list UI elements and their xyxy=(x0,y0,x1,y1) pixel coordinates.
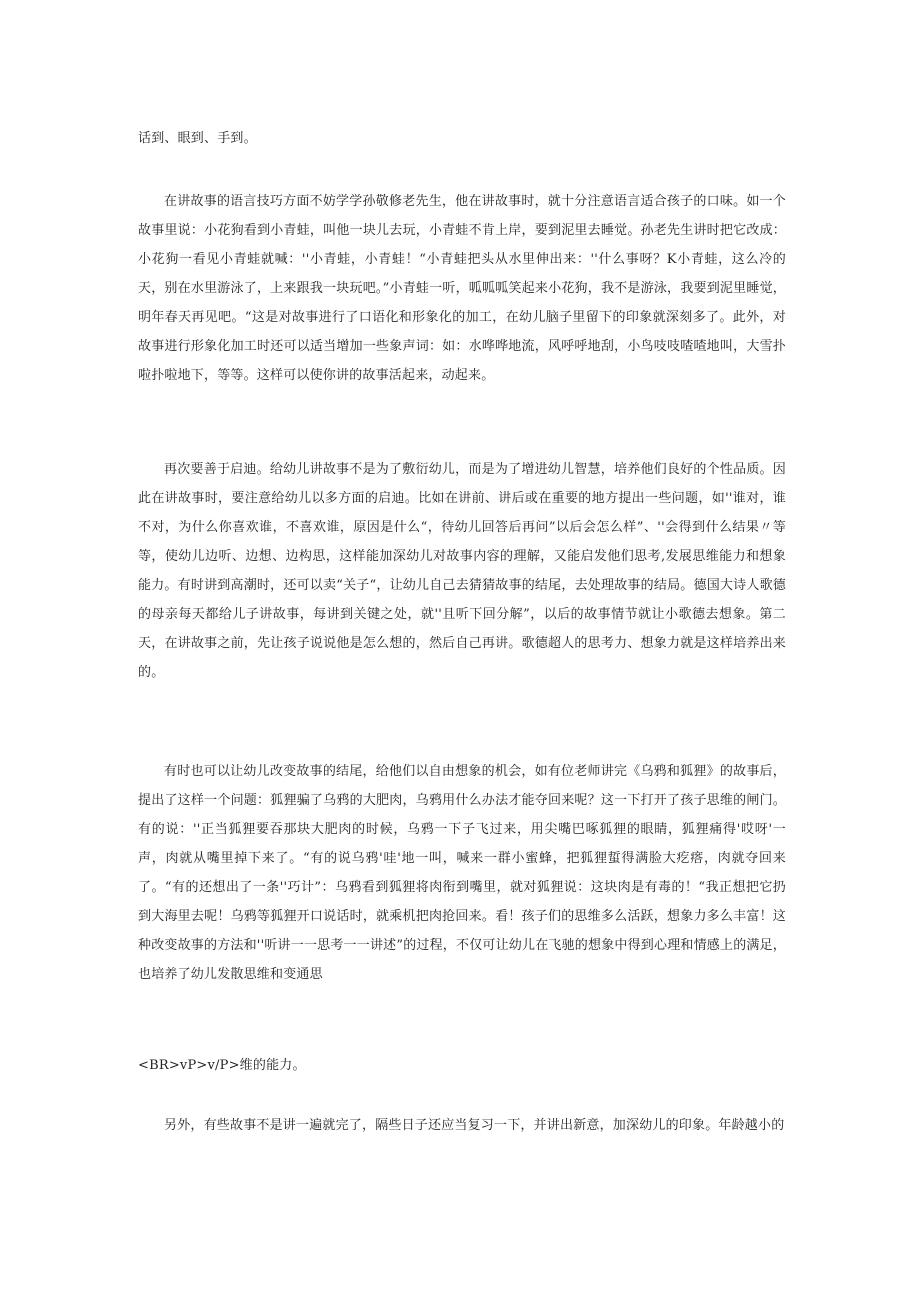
paragraph-language-skills: 在讲故事的语言技巧方面不妨学学孙敬修老先生，他在讲故事时，就十分注意语言适合孩子的口味。如一个故事里说：小花狗看到小青蛙，叫他一块儿去玩，小青蛙不肯上岸，要到泥里去睡觉。孙老先生讲时把它改成：小花狗一看见小青蛙就喊：''小青蛙，小青蛙！“小青蛙把头从水里伸出来：''什么事呀？K小青蛙，这么冷的天，别在水里游泳了，上来跟我一块玩吧。”小青蛙一听，呱呱呱笑起来小花狗，我不是游泳，我要到泥里睡觉，明年春天再见吧。“这是对故事进行了口语化和形象化的加工，在幼儿脑子里留下的印象就深刻多了。此外，对故事进行形象化加工时还可以适当增加一些象声词：如：水哗哗地流，风呼呼地刮，小鸟吱吱喳喳地叫，大雪扑啦扑啦地下，等等。这样可以使你讲的故事活起来，动起来。 xyxy=(138,194,786,383)
paragraph-review: 另外，有些故事不是讲一遍就完了，隔些日子还应当复习一下，并讲出新意，加深幼儿的印象。年龄越小的 xyxy=(164,1118,785,1133)
paragraph-change-ending: 有时也可以让幼儿改变故事的结尾，给他们以自由想象的机会，如有位老师讲完《乌鸦和狐狸》的故事后，提出了这样一个问题：狐狸骗了乌鸦的大肥肉，乌鸦用什么办法才能夺回来呢？这一下打开了孩子思维的闸门。有的说：''正当狐狸要吞那块大肥肉的时候，乌鸦一下子飞过来，用尖嘴巴啄狐狸的眼睛，狐狸痛得'哎呀'一声，肉就从嘴里掉下来了。“有的说乌鸦'哇'地一叫，喊来一群小蜜蜂，把狐狸蜇得满脸大疙瘩，肉就夺回来了。“有的还想出了一条''巧计”：乌鸦看到狐狸将肉衔到嘴里，就对狐狸说：这块肉是有毒的！“我正想把它扔到大海里去呢！乌鸦等狐狸开口说话时，就乘机把肉抢回来。看！孩子们的思维多么活跃，想象力多么丰富！这种改变故事的方法和''听讲一一思考一一讲述”的过程，不仅可让幼儿在飞驰的想象中得到心理和情感上的满足，也培养了幼儿发散思维和变通思 xyxy=(138,764,786,982)
paragraph-inspiration: 再次要善于启迪。给幼儿讲故事不是为了敷衍幼儿，而是为了增进幼儿智慧，培养他们良好的个性品质。因此在讲故事时，要注意给幼儿以多方面的启迪。比如在讲前、讲后或在重要的地方提出一些问题，如''谁对，谁不对，为什么你喜欢谁，不喜欢谁，原因是什么“，待幼儿回答后再问”以后会怎么样”、''会得到什么结果〃等等，使幼儿边听、边想、边构思，这样能加深幼儿对故事内容的理解，又能启发他们思考,发展思维能力和想象能力。有时讲到高潮时，还可以卖“关子“，让幼儿自己去猜猜故事的结尾，去处理故事的结局。德国大诗人歌德的母亲每天都给儿子讲故事，每讲到关键之处，就''且听下回分解”，以后的故事情节就让小歌德去想象。第二天，在讲故事之前，先让孩子说说他是怎么想的，然后自己再讲。歌德超人的思考力、想象力就是这样培养出来的。 xyxy=(138,462,786,680)
paragraph-markup-fragment: <BR>vP>v∕P>维的能力。 xyxy=(138,1058,306,1073)
paragraph-fragment-top: 话到、眼到、手到。 xyxy=(138,131,257,146)
